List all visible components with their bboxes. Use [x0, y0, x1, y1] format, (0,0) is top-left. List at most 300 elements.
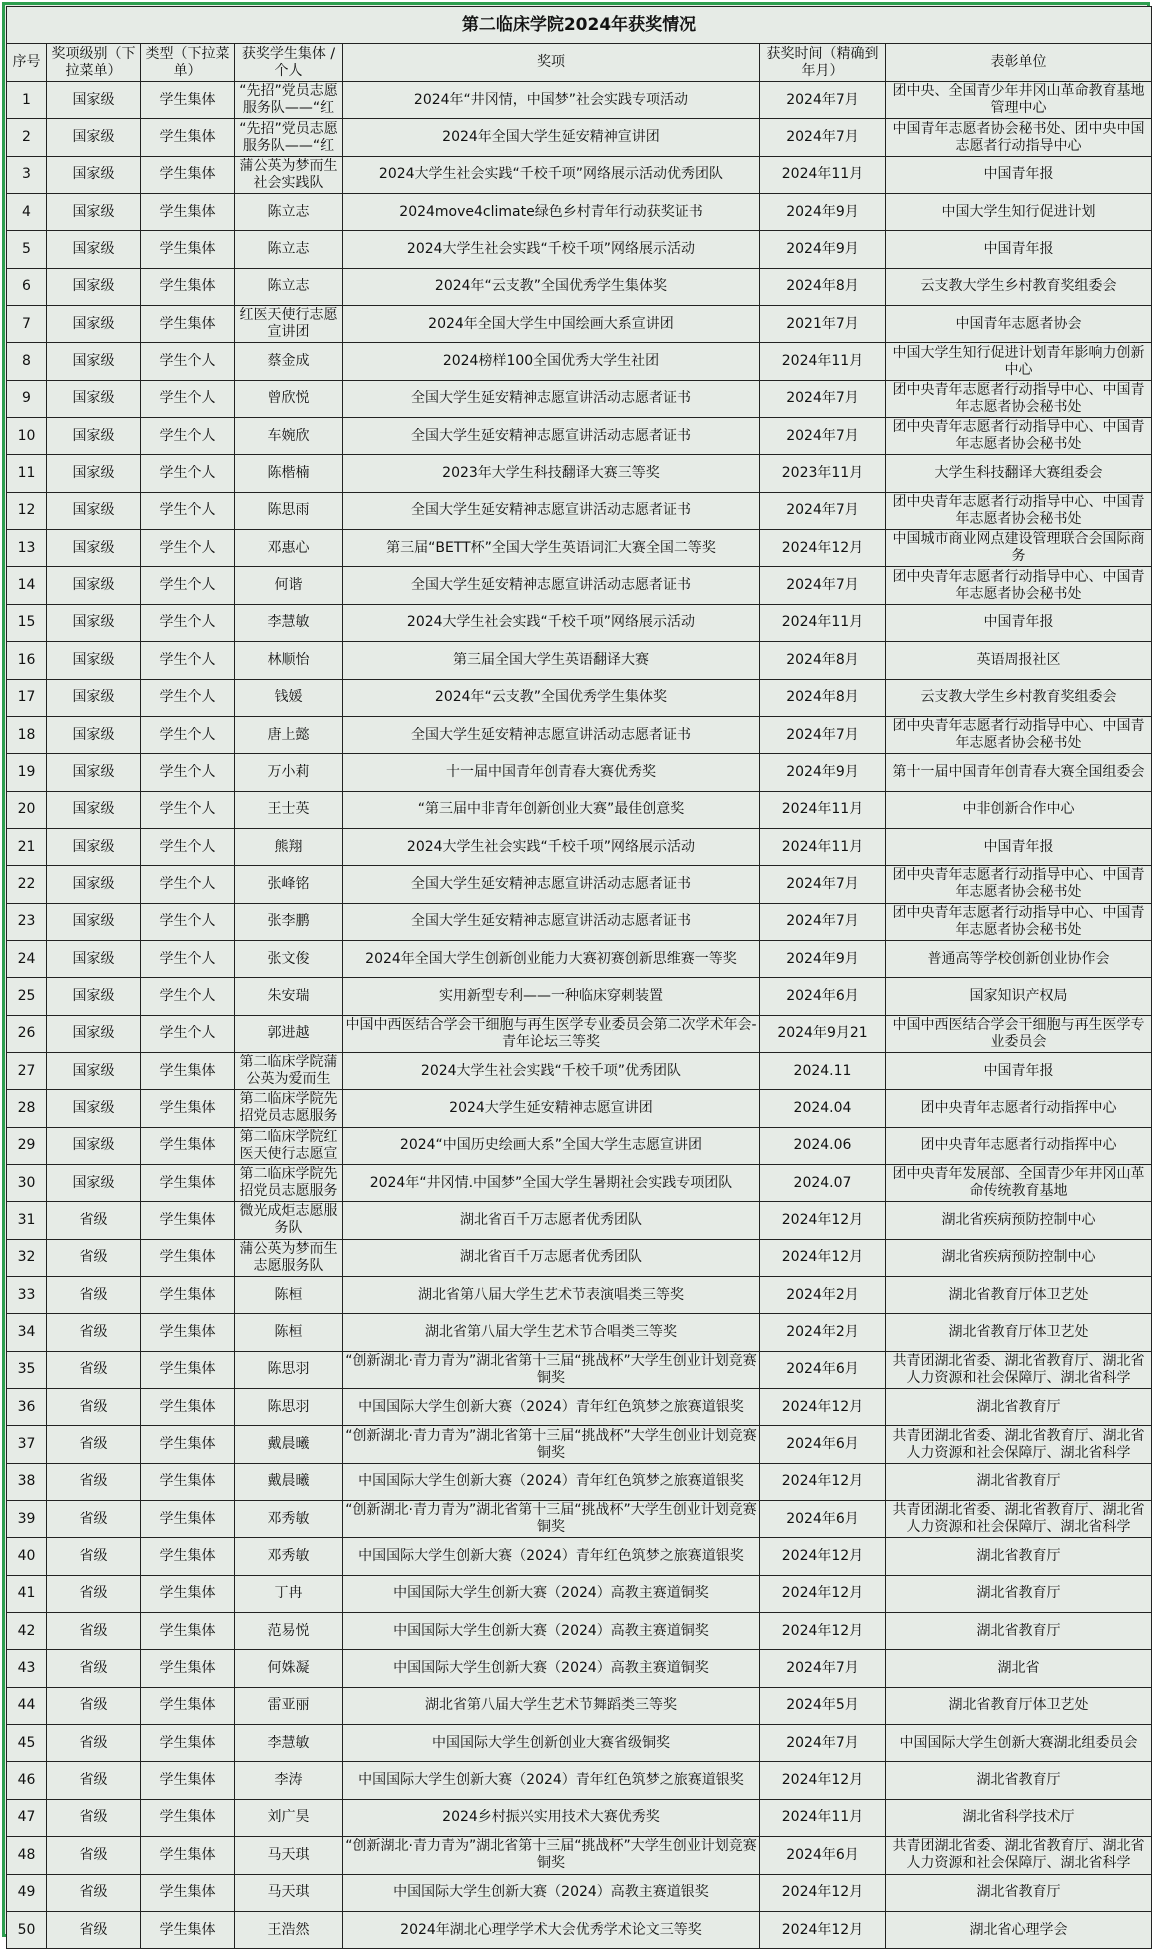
cell-type[interactable]	[141, 1164, 235, 1201]
cell-no[interactable]	[7, 530, 47, 567]
cell-org[interactable]	[886, 1463, 1152, 1500]
cell-level[interactable]	[47, 194, 141, 231]
cell-no[interactable]	[7, 1725, 47, 1762]
cell-level[interactable]	[47, 1650, 141, 1687]
cell-level[interactable]	[47, 642, 141, 679]
cell-level[interactable]	[47, 604, 141, 641]
cell-time[interactable]	[760, 716, 886, 753]
cell-type[interactable]	[141, 1351, 235, 1388]
cell-no[interactable]	[7, 1762, 47, 1799]
cell-winner[interactable]	[235, 156, 343, 193]
cell-award[interactable]	[343, 1799, 760, 1836]
cell-level[interactable]	[47, 978, 141, 1015]
cell-level[interactable]	[47, 1463, 141, 1500]
cell-level[interactable]	[47, 903, 141, 940]
cell-org[interactable]	[886, 492, 1152, 529]
cell-org[interactable]	[886, 1202, 1152, 1239]
cell-award[interactable]	[343, 1015, 760, 1052]
cell-winner[interactable]	[235, 1164, 343, 1201]
cell-time[interactable]	[760, 268, 886, 305]
cell-time[interactable]	[760, 82, 886, 119]
cell-time[interactable]	[760, 306, 886, 343]
cell-type[interactable]	[141, 1613, 235, 1650]
cell-award[interactable]	[343, 567, 760, 604]
cell-no[interactable]	[7, 1799, 47, 1836]
cell-winner[interactable]	[235, 1127, 343, 1164]
cell-time[interactable]	[760, 1052, 886, 1089]
cell-type[interactable]	[141, 791, 235, 828]
cell-winner[interactable]	[235, 1389, 343, 1426]
cell-no[interactable]	[7, 492, 47, 529]
cell-no[interactable]	[7, 716, 47, 753]
cell-type[interactable]	[141, 268, 235, 305]
cell-award[interactable]	[343, 828, 760, 865]
cell-type[interactable]	[141, 679, 235, 716]
cell-winner[interactable]	[235, 455, 343, 492]
cell-time[interactable]	[760, 194, 886, 231]
cell-winner[interactable]	[235, 1277, 343, 1314]
cell-org[interactable]	[886, 1426, 1152, 1463]
cell-level[interactable]	[47, 1164, 141, 1201]
cell-award[interactable]	[343, 642, 760, 679]
cell-time[interactable]	[760, 1239, 886, 1276]
cell-no[interactable]	[7, 1911, 47, 1948]
cell-level[interactable]	[47, 754, 141, 791]
cell-org[interactable]	[886, 1314, 1152, 1351]
cell-no[interactable]	[7, 1277, 47, 1314]
cell-type[interactable]	[141, 754, 235, 791]
cell-type[interactable]	[141, 903, 235, 940]
cell-level[interactable]	[47, 1052, 141, 1089]
cell-time[interactable]	[760, 1837, 886, 1874]
cell-award[interactable]	[343, 1202, 760, 1239]
cell-award[interactable]	[343, 754, 760, 791]
cell-award[interactable]	[343, 903, 760, 940]
cell-org[interactable]	[886, 268, 1152, 305]
cell-level[interactable]	[47, 1239, 141, 1276]
cell-award[interactable]	[343, 679, 760, 716]
cell-time[interactable]	[760, 1687, 886, 1724]
cell-winner[interactable]	[235, 343, 343, 380]
cell-type[interactable]	[141, 1911, 235, 1948]
cell-type[interactable]	[141, 1874, 235, 1911]
cell-award[interactable]	[343, 716, 760, 753]
cell-type[interactable]	[141, 1426, 235, 1463]
cell-award[interactable]	[343, 1239, 760, 1276]
cell-no[interactable]	[7, 1389, 47, 1426]
cell-award[interactable]	[343, 194, 760, 231]
cell-award[interactable]	[343, 1389, 760, 1426]
cell-level[interactable]	[47, 1725, 141, 1762]
cell-level[interactable]	[47, 679, 141, 716]
cell-award[interactable]	[343, 455, 760, 492]
cell-time[interactable]	[760, 1314, 886, 1351]
cell-type[interactable]	[141, 866, 235, 903]
cell-winner[interactable]	[235, 1725, 343, 1762]
cell-winner[interactable]	[235, 1687, 343, 1724]
cell-no[interactable]	[7, 1239, 47, 1276]
cell-award[interactable]	[343, 1538, 760, 1575]
cell-winner[interactable]	[235, 1911, 343, 1948]
cell-winner[interactable]	[235, 1538, 343, 1575]
cell-award[interactable]	[343, 231, 760, 268]
cell-no[interactable]	[7, 642, 47, 679]
cell-award[interactable]	[343, 1463, 760, 1500]
cell-no[interactable]	[7, 418, 47, 455]
cell-time[interactable]	[760, 1874, 886, 1911]
cell-award[interactable]	[343, 1575, 760, 1612]
cell-org[interactable]	[886, 1164, 1152, 1201]
cell-no[interactable]	[7, 1538, 47, 1575]
cell-type[interactable]	[141, 642, 235, 679]
cell-no[interactable]	[7, 903, 47, 940]
cell-winner[interactable]	[235, 978, 343, 1015]
cell-award[interactable]	[343, 1090, 760, 1127]
cell-type[interactable]	[141, 1202, 235, 1239]
cell-org[interactable]	[886, 530, 1152, 567]
cell-type[interactable]	[141, 231, 235, 268]
cell-org[interactable]	[886, 866, 1152, 903]
cell-award[interactable]	[343, 791, 760, 828]
cell-award[interactable]	[343, 1687, 760, 1724]
cell-time[interactable]	[760, 156, 886, 193]
cell-org[interactable]	[886, 380, 1152, 417]
cell-level[interactable]	[47, 567, 141, 604]
cell-type[interactable]	[141, 156, 235, 193]
cell-winner[interactable]	[235, 268, 343, 305]
cell-award[interactable]	[343, 866, 760, 903]
cell-org[interactable]	[886, 1687, 1152, 1724]
cell-org[interactable]	[886, 1911, 1152, 1948]
cell-no[interactable]	[7, 1015, 47, 1052]
cell-org[interactable]	[886, 1389, 1152, 1426]
cell-winner[interactable]	[235, 1575, 343, 1612]
cell-org[interactable]	[886, 754, 1152, 791]
cell-award[interactable]	[343, 492, 760, 529]
cell-level[interactable]	[47, 1687, 141, 1724]
cell-type[interactable]	[141, 1799, 235, 1836]
cell-org[interactable]	[886, 1501, 1152, 1538]
cell-type[interactable]	[141, 1127, 235, 1164]
cell-no[interactable]	[7, 1314, 47, 1351]
cell-org[interactable]	[886, 306, 1152, 343]
cell-type[interactable]	[141, 1052, 235, 1089]
cell-winner[interactable]	[235, 1314, 343, 1351]
cell-no[interactable]	[7, 194, 47, 231]
cell-type[interactable]	[141, 194, 235, 231]
cell-winner[interactable]	[235, 716, 343, 753]
cell-level[interactable]	[47, 1874, 141, 1911]
cell-time[interactable]	[760, 1202, 886, 1239]
cell-type[interactable]	[141, 82, 235, 119]
cell-time[interactable]	[760, 1613, 886, 1650]
cell-level[interactable]	[47, 1501, 141, 1538]
cell-time[interactable]	[760, 642, 886, 679]
cell-level[interactable]	[47, 1351, 141, 1388]
cell-award[interactable]	[343, 343, 760, 380]
cell-type[interactable]	[141, 1837, 235, 1874]
cell-winner[interactable]	[235, 306, 343, 343]
cell-winner[interactable]	[235, 1202, 343, 1239]
cell-org[interactable]	[886, 343, 1152, 380]
cell-no[interactable]	[7, 940, 47, 977]
cell-time[interactable]	[760, 1501, 886, 1538]
cell-winner[interactable]	[235, 1052, 343, 1089]
cell-time[interactable]	[760, 1799, 886, 1836]
cell-type[interactable]	[141, 1090, 235, 1127]
cell-time[interactable]	[760, 679, 886, 716]
cell-no[interactable]	[7, 82, 47, 119]
cell-level[interactable]	[47, 866, 141, 903]
cell-winner[interactable]	[235, 567, 343, 604]
cell-winner[interactable]	[235, 1799, 343, 1836]
cell-level[interactable]	[47, 268, 141, 305]
cell-time[interactable]	[760, 791, 886, 828]
cell-time[interactable]	[760, 1015, 886, 1052]
cell-level[interactable]	[47, 492, 141, 529]
cell-org[interactable]	[886, 1277, 1152, 1314]
cell-type[interactable]	[141, 455, 235, 492]
cell-time[interactable]	[760, 1389, 886, 1426]
cell-no[interactable]	[7, 343, 47, 380]
cell-award[interactable]	[343, 1277, 760, 1314]
cell-award[interactable]	[343, 1426, 760, 1463]
cell-no[interactable]	[7, 1837, 47, 1874]
cell-level[interactable]	[47, 156, 141, 193]
cell-award[interactable]	[343, 1052, 760, 1089]
cell-type[interactable]	[141, 530, 235, 567]
cell-winner[interactable]	[235, 1090, 343, 1127]
cell-time[interactable]	[760, 380, 886, 417]
cell-level[interactable]	[47, 791, 141, 828]
cell-type[interactable]	[141, 119, 235, 156]
cell-no[interactable]	[7, 567, 47, 604]
cell-org[interactable]	[886, 1762, 1152, 1799]
cell-winner[interactable]	[235, 1650, 343, 1687]
cell-award[interactable]	[343, 530, 760, 567]
cell-award[interactable]	[343, 1613, 760, 1650]
cell-time[interactable]	[760, 978, 886, 1015]
cell-no[interactable]	[7, 1575, 47, 1612]
cell-org[interactable]	[886, 604, 1152, 641]
cell-level[interactable]	[47, 1090, 141, 1127]
cell-time[interactable]	[760, 754, 886, 791]
cell-org[interactable]	[886, 418, 1152, 455]
cell-winner[interactable]	[235, 119, 343, 156]
cell-type[interactable]	[141, 492, 235, 529]
cell-time[interactable]	[760, 940, 886, 977]
cell-no[interactable]	[7, 380, 47, 417]
cell-award[interactable]	[343, 1351, 760, 1388]
cell-type[interactable]	[141, 940, 235, 977]
cell-winner[interactable]	[235, 1426, 343, 1463]
cell-no[interactable]	[7, 1164, 47, 1201]
cell-winner[interactable]	[235, 866, 343, 903]
cell-winner[interactable]	[235, 492, 343, 529]
cell-winner[interactable]	[235, 194, 343, 231]
cell-type[interactable]	[141, 604, 235, 641]
cell-level[interactable]	[47, 1277, 141, 1314]
cell-level[interactable]	[47, 1127, 141, 1164]
cell-time[interactable]	[760, 343, 886, 380]
cell-time[interactable]	[760, 1090, 886, 1127]
cell-no[interactable]	[7, 1052, 47, 1089]
cell-winner[interactable]	[235, 754, 343, 791]
cell-award[interactable]	[343, 119, 760, 156]
cell-type[interactable]	[141, 1725, 235, 1762]
cell-winner[interactable]	[235, 642, 343, 679]
cell-level[interactable]	[47, 940, 141, 977]
cell-time[interactable]	[760, 1277, 886, 1314]
cell-no[interactable]	[7, 978, 47, 1015]
cell-winner[interactable]	[235, 1874, 343, 1911]
cell-no[interactable]	[7, 1874, 47, 1911]
cell-org[interactable]	[886, 978, 1152, 1015]
cell-time[interactable]	[760, 1762, 886, 1799]
cell-type[interactable]	[141, 828, 235, 865]
cell-type[interactable]	[141, 716, 235, 753]
cell-org[interactable]	[886, 1575, 1152, 1612]
cell-time[interactable]	[760, 1911, 886, 1948]
cell-winner[interactable]	[235, 380, 343, 417]
cell-org[interactable]	[886, 567, 1152, 604]
cell-org[interactable]	[886, 1650, 1152, 1687]
cell-time[interactable]	[760, 1575, 886, 1612]
cell-time[interactable]	[760, 492, 886, 529]
cell-winner[interactable]	[235, 604, 343, 641]
cell-time[interactable]	[760, 1538, 886, 1575]
cell-award[interactable]	[343, 1725, 760, 1762]
cell-level[interactable]	[47, 380, 141, 417]
cell-winner[interactable]	[235, 1239, 343, 1276]
cell-org[interactable]	[886, 1351, 1152, 1388]
cell-org[interactable]	[886, 119, 1152, 156]
cell-winner[interactable]	[235, 903, 343, 940]
cell-level[interactable]	[47, 716, 141, 753]
cell-type[interactable]	[141, 306, 235, 343]
cell-org[interactable]	[886, 1799, 1152, 1836]
cell-level[interactable]	[47, 1613, 141, 1650]
cell-org[interactable]	[886, 1725, 1152, 1762]
cell-no[interactable]	[7, 1687, 47, 1724]
cell-type[interactable]	[141, 1015, 235, 1052]
cell-time[interactable]	[760, 866, 886, 903]
cell-award[interactable]	[343, 1874, 760, 1911]
cell-time[interactable]	[760, 119, 886, 156]
cell-level[interactable]	[47, 1426, 141, 1463]
cell-winner[interactable]	[235, 82, 343, 119]
cell-no[interactable]	[7, 828, 47, 865]
cell-level[interactable]	[47, 828, 141, 865]
cell-level[interactable]	[47, 231, 141, 268]
cell-org[interactable]	[886, 1127, 1152, 1164]
cell-winner[interactable]	[235, 1613, 343, 1650]
cell-no[interactable]	[7, 1202, 47, 1239]
cell-level[interactable]	[47, 1762, 141, 1799]
cell-time[interactable]	[760, 1426, 886, 1463]
cell-level[interactable]	[47, 1575, 141, 1612]
cell-no[interactable]	[7, 1650, 47, 1687]
cell-time[interactable]	[760, 903, 886, 940]
cell-level[interactable]	[47, 530, 141, 567]
cell-type[interactable]	[141, 1463, 235, 1500]
cell-award[interactable]	[343, 1762, 760, 1799]
cell-time[interactable]	[760, 604, 886, 641]
cell-award[interactable]	[343, 978, 760, 1015]
cell-winner[interactable]	[235, 679, 343, 716]
cell-org[interactable]	[886, 716, 1152, 753]
cell-time[interactable]	[760, 1463, 886, 1500]
cell-org[interactable]	[886, 1015, 1152, 1052]
cell-org[interactable]	[886, 940, 1152, 977]
cell-no[interactable]	[7, 754, 47, 791]
cell-no[interactable]	[7, 1351, 47, 1388]
cell-time[interactable]	[760, 418, 886, 455]
cell-time[interactable]	[760, 455, 886, 492]
cell-winner[interactable]	[235, 1015, 343, 1052]
cell-type[interactable]	[141, 978, 235, 1015]
cell-no[interactable]	[7, 791, 47, 828]
cell-no[interactable]	[7, 231, 47, 268]
cell-org[interactable]	[886, 1837, 1152, 1874]
cell-no[interactable]	[7, 1463, 47, 1500]
cell-level[interactable]	[47, 1015, 141, 1052]
cell-type[interactable]	[141, 418, 235, 455]
cell-winner[interactable]	[235, 530, 343, 567]
cell-org[interactable]	[886, 1052, 1152, 1089]
cell-time[interactable]	[760, 1650, 886, 1687]
cell-level[interactable]	[47, 1202, 141, 1239]
cell-time[interactable]	[760, 1725, 886, 1762]
cell-award[interactable]	[343, 1501, 760, 1538]
cell-type[interactable]	[141, 1575, 235, 1612]
cell-type[interactable]	[141, 343, 235, 380]
cell-no[interactable]	[7, 306, 47, 343]
cell-no[interactable]	[7, 119, 47, 156]
cell-time[interactable]	[760, 828, 886, 865]
cell-org[interactable]	[886, 1239, 1152, 1276]
cell-time[interactable]	[760, 231, 886, 268]
cell-level[interactable]	[47, 1314, 141, 1351]
cell-level[interactable]	[47, 1538, 141, 1575]
cell-award[interactable]	[343, 1837, 760, 1874]
cell-org[interactable]	[886, 903, 1152, 940]
cell-org[interactable]	[886, 828, 1152, 865]
cell-award[interactable]	[343, 604, 760, 641]
cell-award[interactable]	[343, 940, 760, 977]
cell-award[interactable]	[343, 306, 760, 343]
cell-no[interactable]	[7, 679, 47, 716]
cell-no[interactable]	[7, 268, 47, 305]
cell-level[interactable]	[47, 1799, 141, 1836]
cell-winner[interactable]	[235, 418, 343, 455]
cell-winner[interactable]	[235, 1463, 343, 1500]
cell-org[interactable]	[886, 455, 1152, 492]
cell-award[interactable]	[343, 1314, 760, 1351]
cell-type[interactable]	[141, 1239, 235, 1276]
cell-winner[interactable]	[235, 940, 343, 977]
cell-winner[interactable]	[235, 231, 343, 268]
cell-type[interactable]	[141, 1501, 235, 1538]
cell-no[interactable]	[7, 1501, 47, 1538]
cell-winner[interactable]	[235, 1837, 343, 1874]
cell-time[interactable]	[760, 567, 886, 604]
cell-org[interactable]	[886, 156, 1152, 193]
cell-time[interactable]	[760, 1127, 886, 1164]
cell-level[interactable]	[47, 1911, 141, 1948]
cell-org[interactable]	[886, 791, 1152, 828]
cell-org[interactable]	[886, 1090, 1152, 1127]
